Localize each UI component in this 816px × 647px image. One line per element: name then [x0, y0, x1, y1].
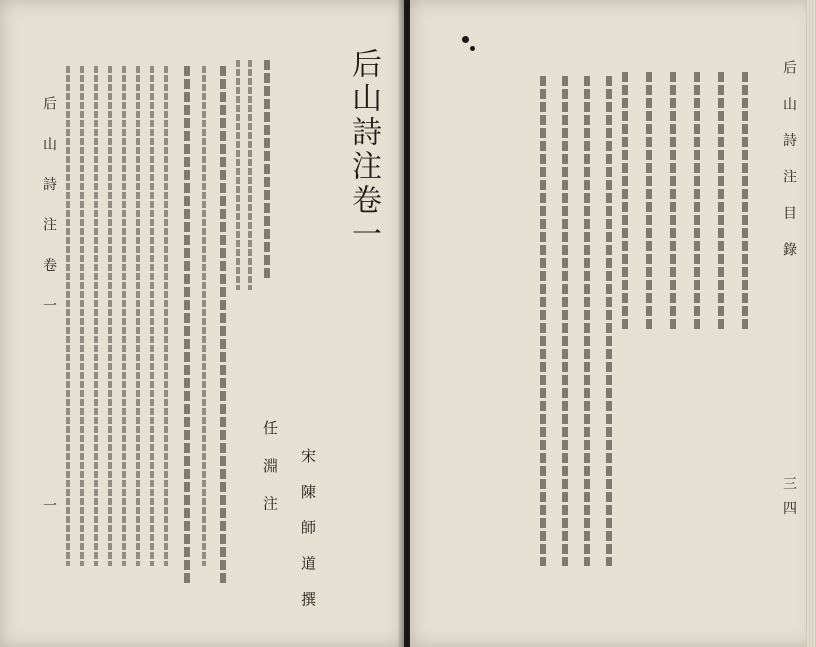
text-column: [80, 66, 84, 566]
text-column: [264, 60, 270, 280]
text-column: [66, 66, 70, 566]
author-line: 宋 陳 師 道 撰: [299, 448, 317, 615]
text-column: [108, 66, 112, 566]
text-column: [540, 76, 546, 566]
text-column: [122, 66, 126, 566]
text-column: [742, 72, 748, 332]
text-column: [694, 72, 700, 332]
running-head-right: 后 山 詩 注 目 錄: [781, 60, 797, 266]
text-column: [202, 66, 206, 566]
text-column: [606, 76, 612, 566]
text-column: [184, 66, 190, 586]
commentator-line: 任 淵 注: [261, 420, 279, 520]
left-page: [0, 0, 404, 647]
text-column: [584, 76, 590, 566]
text-column: [150, 66, 154, 566]
text-column: [646, 72, 652, 332]
chapter-title: 后山詩注卷一: [346, 48, 381, 252]
right-page: [410, 0, 816, 647]
text-column: [562, 76, 568, 566]
page-edges: [806, 0, 816, 647]
ink-spot: [462, 36, 469, 43]
text-column: [670, 72, 676, 332]
ink-spot: [470, 46, 475, 51]
folio-number-right: 三 四: [781, 476, 797, 518]
text-column: [248, 60, 252, 290]
folio-number-left: 一: [41, 498, 57, 512]
text-column: [136, 66, 140, 566]
text-column: [164, 66, 168, 566]
text-column: [622, 72, 628, 332]
running-head-left: 后 山 詩 注 卷 一: [41, 96, 57, 324]
text-column: [236, 60, 240, 290]
text-column: [718, 72, 724, 332]
text-column: [94, 66, 98, 566]
text-column: [220, 66, 226, 586]
